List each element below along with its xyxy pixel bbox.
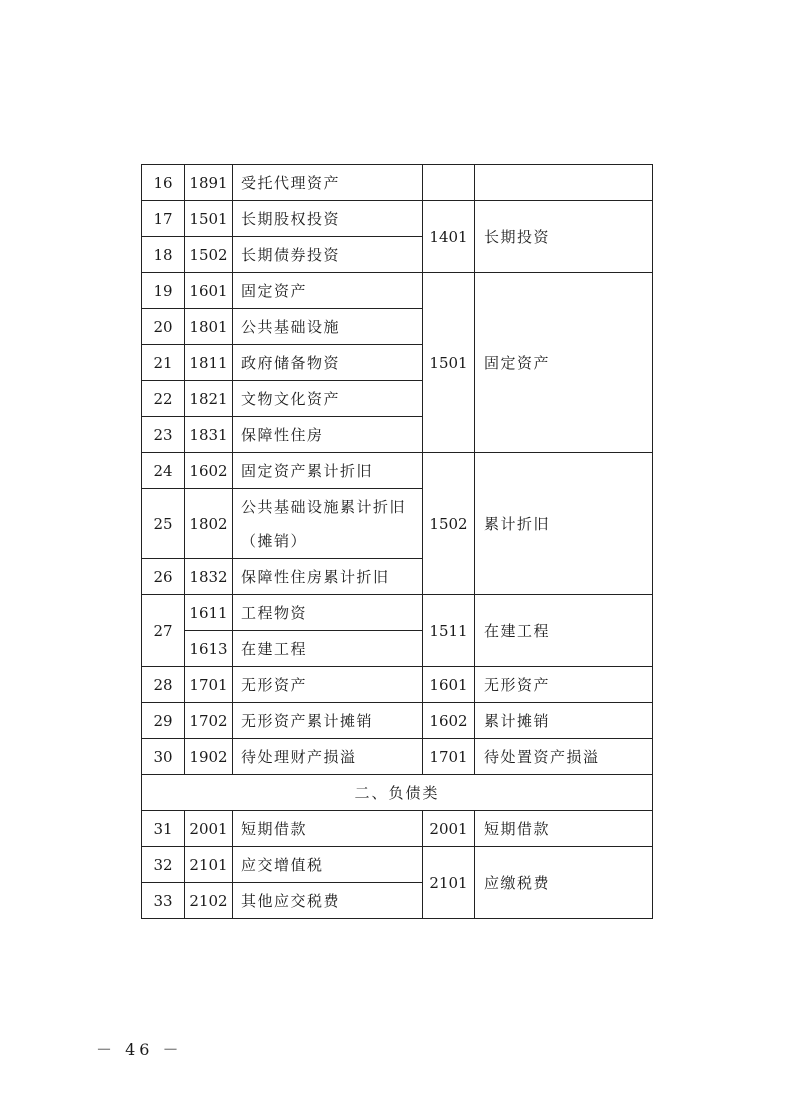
old-account-name: 保障性住房累计折旧 — [233, 559, 423, 595]
old-account-code: 1701 — [185, 667, 233, 703]
section-title: 二、负债类 — [142, 775, 653, 811]
row-number: 28 — [142, 667, 185, 703]
old-account-name: 待处理财产损溢 — [233, 739, 423, 775]
old-account-name: 其他应交税费 — [233, 883, 423, 919]
row-number: 20 — [142, 309, 185, 345]
row-number: 33 — [142, 883, 185, 919]
new-account-name: 在建工程 — [475, 595, 653, 667]
old-account-name: 短期借款 — [233, 811, 423, 847]
new-account-name — [475, 165, 653, 201]
table-row — [142, 165, 653, 201]
row-number: 30 — [142, 739, 185, 775]
old-account-code: 1831 — [185, 417, 233, 453]
old-account-name: 长期股权投资 — [233, 201, 423, 237]
new-account-name: 长期投资 — [475, 201, 653, 273]
old-account-name: 保障性住房 — [233, 417, 423, 453]
row-number: 21 — [142, 345, 185, 381]
old-account-code: 1821 — [185, 381, 233, 417]
old-account-name: 固定资产 — [233, 273, 423, 309]
new-account-code: 1502 — [423, 453, 475, 595]
new-account-name: 应缴税费 — [475, 847, 653, 919]
new-account-code: 1501 — [423, 273, 475, 453]
old-account-name: 文物文化资产 — [233, 381, 423, 417]
old-account-name: 在建工程 — [233, 631, 423, 667]
row-number: 32 — [142, 847, 185, 883]
old-account-code: 1501 — [185, 201, 233, 237]
old-account-name: 公共基础设施 — [233, 309, 423, 345]
old-account-code: 2101 — [185, 847, 233, 883]
old-account-name: 无形资产累计摊销 — [233, 703, 423, 739]
row-number: 17 — [142, 201, 185, 237]
row-number: 24 — [142, 453, 185, 489]
old-account-code: 1502 — [185, 237, 233, 273]
old-account-code: 1801 — [185, 309, 233, 345]
table-row — [142, 453, 653, 489]
row-number: 22 — [142, 381, 185, 417]
new-account-code: 2101 — [423, 847, 475, 919]
old-account-code: 1811 — [185, 345, 233, 381]
table-row — [142, 201, 653, 237]
old-account-code: 1702 — [185, 703, 233, 739]
old-account-name: 政府储备物资 — [233, 345, 423, 381]
new-account-code: 1401 — [423, 201, 475, 273]
new-account-name: 待处置资产损溢 — [475, 739, 653, 775]
row-number: 23 — [142, 417, 185, 453]
old-account-code: 1602 — [185, 453, 233, 489]
row-number: 26 — [142, 559, 185, 595]
new-account-name: 累计摊销 — [475, 703, 653, 739]
row-number: 27 — [142, 595, 185, 667]
old-account-name: 无形资产 — [233, 667, 423, 703]
row-number: 31 — [142, 811, 185, 847]
old-account-name: 应交增值税 — [233, 847, 423, 883]
new-account-code: 2001 — [423, 811, 475, 847]
row-number: 18 — [142, 237, 185, 273]
new-account-name: 累计折旧 — [475, 453, 653, 595]
old-account-name: 工程物资 — [233, 595, 423, 631]
table-row — [142, 847, 653, 883]
row-number: 25 — [142, 489, 185, 559]
new-account-code: 1511 — [423, 595, 475, 667]
row-number: 19 — [142, 273, 185, 309]
page-number: － 46 － — [96, 1040, 183, 1059]
table-row — [142, 703, 653, 739]
old-account-name: 受托代理资产 — [233, 165, 423, 201]
new-account-code — [423, 165, 475, 201]
old-account-code: 1601 — [185, 273, 233, 309]
old-account-code: 1891 — [185, 165, 233, 201]
new-account-name: 固定资产 — [475, 273, 653, 453]
table-row — [142, 811, 653, 847]
row-number: 29 — [142, 703, 185, 739]
new-account-code: 1602 — [423, 703, 475, 739]
new-account-name: 短期借款 — [475, 811, 653, 847]
old-account-code: 1902 — [185, 739, 233, 775]
old-account-code: 2001 — [185, 811, 233, 847]
old-account-code: 1832 — [185, 559, 233, 595]
row-number: 16 — [142, 165, 185, 201]
new-account-name: 无形资产 — [475, 667, 653, 703]
old-account-code: 1613 — [185, 631, 233, 667]
account-mapping-table — [141, 164, 653, 919]
old-account-name: 固定资产累计折旧 — [233, 453, 423, 489]
old-account-code: 1802 — [185, 489, 233, 559]
old-account-name: 长期债券投资 — [233, 237, 423, 273]
section-row — [142, 775, 653, 811]
new-account-code: 1701 — [423, 739, 475, 775]
old-account-name: 公共基础设施累计折旧（摊销） — [233, 489, 423, 559]
table-row — [142, 595, 653, 631]
new-account-code: 1601 — [423, 667, 475, 703]
table-row — [142, 273, 653, 309]
old-account-code: 1611 — [185, 595, 233, 631]
table-row — [142, 739, 653, 775]
table-row — [142, 667, 653, 703]
old-account-code: 2102 — [185, 883, 233, 919]
